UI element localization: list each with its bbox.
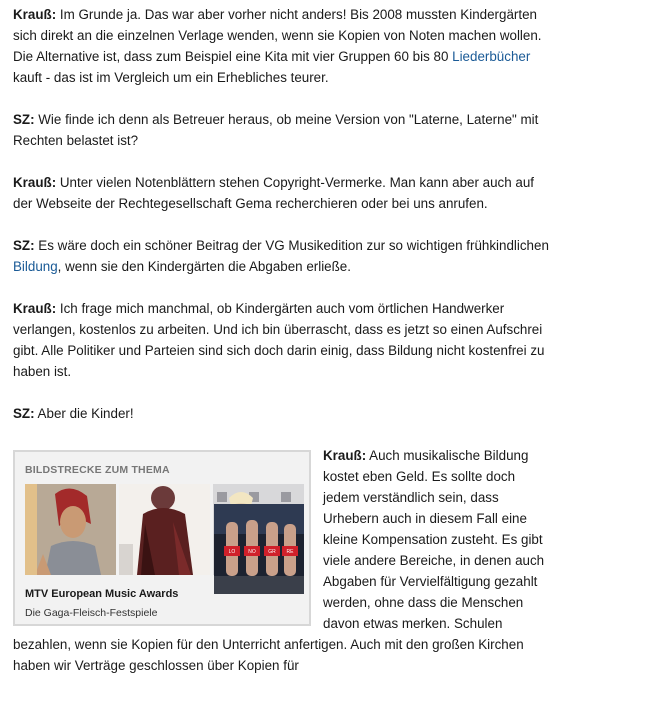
answer-text: Im Grunde ja. Das war aber vorher nicht anders! Bis 2008 mussten Kindergärten sich direkt an die einzelnen Verlage wenden, wenn sie Kopien von Noten machen wollen. Die Alternative ist, dass zum Beispiel eine Kita mit vier Gruppen 60 bis 80	[13, 7, 542, 64]
interview-answer	[13, 298, 553, 382]
speaker-label: Krauß:	[323, 448, 367, 463]
bildung-link[interactable]: Bildung	[13, 259, 58, 274]
gallery-title[interactable]: MTV European Music Awards	[25, 588, 179, 600]
liederbuecher-link[interactable]: Liederbücher	[452, 49, 531, 64]
gallery-thumb-4[interactable]	[214, 504, 304, 594]
question-text: Es wäre doch ein schöner Beitrag der VG Musikedition zur so wichtigen frühkindlichen	[34, 238, 549, 253]
answer-text: Unter vielen Notenblättern stehen Copyright-Vermerke. Man kann aber auch auf der Webseite der Rechtegesellschaft Gema recherchieren oder bei uns anrufen.	[13, 175, 535, 211]
photo-thumbnail-image	[25, 484, 116, 575]
speaker-label: Krauß:	[13, 301, 57, 316]
speaker-label: SZ:	[13, 406, 35, 421]
question-text-cont: , wenn sie den Kindergärten die Abgaben erließe.	[57, 259, 351, 274]
question-text: Aber die Kinder!	[34, 406, 134, 421]
gallery-heading: BILDSTRECKE ZUM THEMA	[25, 464, 170, 476]
photo-thumbnail-image	[214, 504, 304, 594]
speaker-label: SZ:	[13, 238, 35, 253]
question-text: Wie finde ich denn als Betreuer heraus, ob meine Version von "Laterne, Laterne" mit Rechten belastet ist?	[13, 112, 539, 148]
interview-answer	[13, 4, 553, 88]
answer-text-cont: kauft - das ist im Vergleich um ein Erhebliches teurer.	[13, 70, 329, 85]
photo-thumbnail-image	[119, 484, 210, 575]
gallery-thumb-1[interactable]	[25, 484, 116, 575]
interview-answer	[13, 172, 553, 214]
gallery-subtitle: Die Gaga-Fleisch-Festspiele	[25, 607, 158, 619]
gallery-thumb-2[interactable]	[119, 484, 210, 575]
badge-text: GR	[268, 549, 276, 555]
interview-question	[13, 109, 553, 151]
interview-question	[13, 403, 553, 424]
interview-question	[13, 235, 553, 277]
badge-text: LO	[228, 549, 236, 555]
speaker-label: Krauß:	[13, 7, 57, 22]
speaker-label: SZ:	[13, 112, 35, 127]
answer-text: Auch musikalische Bildung kostet eben Geld. Es sollte doch jedem verständlich sein, dass Urhebern auch in diesem Fall eine kleine Kompensation zusteht. Es gibt viele andere Bereiche, in denen auch Abgaben für Vervielfältigung gezahlt werden, ohne dass die Menschen davon etwas merken. Schulen bezahlen, wenn sie Kopien für den Unterricht anfertigen. Auch mit den großen Kirchen haben wir Verträge geschlossen über Kopien für	[13, 448, 545, 673]
answer-text: Ich frage mich manchmal, ob Kindergärten auch vom örtlichen Handwerker verlangen, kostenlos zu arbeiten. Und ich bin überrascht, dass es jetzt so einen Aufschrei gibt. Alle Politiker und Parteien sind sich doch darin einig, dass Bildung nicht kostenfrei zu haben ist.	[13, 301, 545, 379]
badge-text: RE	[286, 549, 294, 555]
badge-text: NO	[248, 549, 256, 555]
speaker-label: Krauß:	[13, 175, 57, 190]
